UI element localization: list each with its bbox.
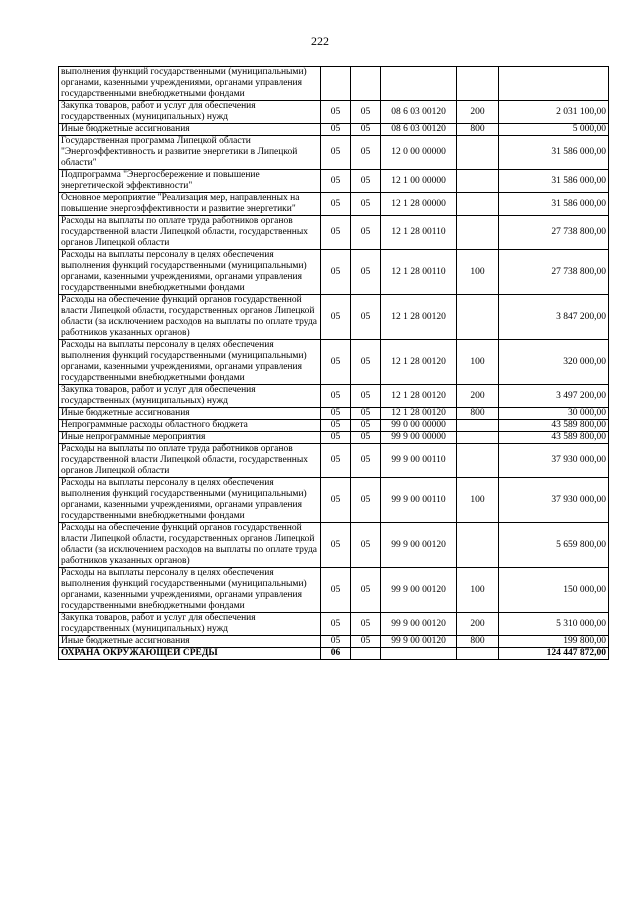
amount-cell: 5 310 000,00 (499, 613, 609, 636)
expense-type-cell (457, 444, 499, 478)
subsection-code-cell: 05 (351, 101, 381, 124)
subsection-code-cell: 05 (351, 250, 381, 295)
target-article-cell: 99 9 00 00120 (381, 568, 457, 613)
section-code-cell (321, 67, 351, 101)
section-code-cell: 05 (321, 385, 351, 408)
expense-type-cell (457, 170, 499, 193)
target-article-cell: 12 1 28 00110 (381, 216, 457, 250)
target-article-cell: 99 9 00 00110 (381, 478, 457, 523)
expense-type-cell: 200 (457, 385, 499, 408)
expense-type-cell: 800 (457, 124, 499, 136)
expense-type-cell (457, 420, 499, 432)
expense-type-cell (457, 216, 499, 250)
amount-cell: 2 031 100,00 (499, 101, 609, 124)
expense-name-cell: Закупка товаров, работ и услуг для обеспечения государственных (муниципальных) нужд (59, 385, 321, 408)
amount-cell: 5 659 800,00 (499, 523, 609, 568)
table-row (59, 216, 609, 250)
amount-cell: 37 930 000,00 (499, 478, 609, 523)
table-row (59, 613, 609, 636)
expense-name-cell: Иные бюджетные ассигнования (59, 636, 321, 648)
expense-name-cell: Иные непрограммные мероприятия (59, 432, 321, 444)
subsection-code-cell: 05 (351, 295, 381, 340)
expense-name-cell: Расходы на выплаты по оплате труда работников органов государственной власти Липецкой области, государственных органов Липецкой области (59, 216, 321, 250)
subsection-code-cell: 05 (351, 444, 381, 478)
section-code-cell: 05 (321, 136, 351, 170)
page-number: 222 (311, 34, 329, 48)
expense-name-cell: Расходы на обеспечение функций органов государственной власти Липецкой области, государственных органов Липецкой области (за исключением расходов на выплаты по оплате труда работников указанных органов) (59, 523, 321, 568)
target-article-cell: 12 1 28 00120 (381, 385, 457, 408)
expense-name-cell: Закупка товаров, работ и услуг для обеспечения государственных (муниципальных) нужд (59, 613, 321, 636)
table-row (59, 295, 609, 340)
subsection-code-cell: 05 (351, 432, 381, 444)
expense-name-cell: ОХРАНА ОКРУЖАЮЩЕЙ СРЕДЫ (59, 648, 321, 660)
subsection-code-cell: 05 (351, 340, 381, 385)
target-article-cell: 12 1 28 00120 (381, 295, 457, 340)
amount-cell: 31 586 000,00 (499, 170, 609, 193)
expense-type-cell: 100 (457, 340, 499, 385)
expense-name-cell: Непрограммные расходы областного бюджета (59, 420, 321, 432)
section-code-cell: 05 (321, 340, 351, 385)
expense-name-cell: Расходы на обеспечение функций органов государственной власти Липецкой области, государственных органов Липецкой области (за исключением расходов на выплаты по оплате труда работников указанных органов) (59, 295, 321, 340)
section-code-cell: 05 (321, 295, 351, 340)
amount-cell: 27 738 800,00 (499, 216, 609, 250)
section-code-cell: 06 (321, 648, 351, 660)
table-row (59, 636, 609, 648)
expense-name-cell: Расходы на выплаты персоналу в целях обеспечения выполнения функций государственными (муниципальными) органами, казенными учреждениями, органами управления государственными внебюджетными фондами (59, 568, 321, 613)
section-code-cell: 05 (321, 170, 351, 193)
expense-type-cell: 200 (457, 101, 499, 124)
amount-cell: 30 000,00 (499, 408, 609, 420)
section-code-cell: 05 (321, 568, 351, 613)
subsection-code-cell: 05 (351, 523, 381, 568)
target-article-cell: 12 1 28 00110 (381, 250, 457, 295)
target-article-cell: 08 6 03 00120 (381, 101, 457, 124)
amount-cell: 43 589 800,00 (499, 432, 609, 444)
target-article-cell: 99 9 00 00110 (381, 444, 457, 478)
subsection-code-cell: 05 (351, 420, 381, 432)
expense-type-cell: 200 (457, 613, 499, 636)
expense-type-cell: 100 (457, 250, 499, 295)
table-row (59, 523, 609, 568)
amount-cell: 5 000,00 (499, 124, 609, 136)
amount-cell: 3 847 200,00 (499, 295, 609, 340)
expense-type-cell (457, 648, 499, 660)
amount-cell: 43 589 800,00 (499, 420, 609, 432)
section-code-cell: 05 (321, 408, 351, 420)
expense-name-cell: Закупка товаров, работ и услуг для обеспечения государственных (муниципальных) нужд (59, 101, 321, 124)
amount-cell: 124 447 872,00 (499, 648, 609, 660)
expense-name-cell: Расходы на выплаты по оплате труда работников органов государственной власти Липецкой области, государственных органов Липецкой области (59, 444, 321, 478)
subsection-code-cell (351, 67, 381, 101)
table-row (59, 385, 609, 408)
expense-type-cell (457, 193, 499, 216)
table-row (59, 408, 609, 420)
budget-table (58, 66, 609, 660)
expense-name-cell: Подпрограмма "Энергосбережение и повышение энергетической эффективности" (59, 170, 321, 193)
table-row (59, 67, 609, 101)
section-code-cell: 05 (321, 613, 351, 636)
target-article-cell: 99 9 00 00120 (381, 613, 457, 636)
amount-cell: 3 497 200,00 (499, 385, 609, 408)
subsection-code-cell: 05 (351, 124, 381, 136)
table-row (59, 340, 609, 385)
target-article-cell: 12 1 28 00120 (381, 340, 457, 385)
amount-cell: 31 586 000,00 (499, 136, 609, 170)
table-row (59, 193, 609, 216)
expense-name-cell: выполнения функций государственными (муниципальными) органами, казенными учреждениями, органами управления государственными внебюджетными фондами (59, 67, 321, 101)
subsection-code-cell: 05 (351, 193, 381, 216)
target-article-cell: 99 0 00 00000 (381, 420, 457, 432)
subsection-code-cell (351, 648, 381, 660)
table-row (59, 568, 609, 613)
subsection-code-cell: 05 (351, 136, 381, 170)
table-row (59, 648, 609, 660)
subsection-code-cell: 05 (351, 478, 381, 523)
expense-type-cell: 800 (457, 408, 499, 420)
subsection-code-cell: 05 (351, 636, 381, 648)
expense-name-cell: Расходы на выплаты персоналу в целях обеспечения выполнения функций государственными (муниципальными) органами, казенными учреждениями, органами управления государственными внебюджетными фондами (59, 478, 321, 523)
table-row (59, 101, 609, 124)
table-row (59, 170, 609, 193)
amount-cell: 199 800,00 (499, 636, 609, 648)
table-row (59, 250, 609, 295)
amount-cell: 27 738 800,00 (499, 250, 609, 295)
expense-type-cell (457, 432, 499, 444)
section-code-cell: 05 (321, 432, 351, 444)
expense-name-cell: Государственная программа Липецкой области "Энергоэффективность и развитие энергетики в Липецкой области" (59, 136, 321, 170)
table-row (59, 432, 609, 444)
expense-name-cell: Расходы на выплаты персоналу в целях обеспечения выполнения функций государственными (муниципальными) органами, казенными учреждениями, органами управления государственными внебюджетными фондами (59, 340, 321, 385)
table-row (59, 444, 609, 478)
section-code-cell: 05 (321, 101, 351, 124)
expense-type-cell: 800 (457, 636, 499, 648)
section-code-cell: 05 (321, 216, 351, 250)
expense-type-cell: 100 (457, 568, 499, 613)
target-article-cell (381, 67, 457, 101)
expense-type-cell (457, 67, 499, 101)
section-code-cell: 05 (321, 444, 351, 478)
section-code-cell: 05 (321, 250, 351, 295)
expense-type-cell (457, 295, 499, 340)
target-article-cell (381, 648, 457, 660)
subsection-code-cell: 05 (351, 216, 381, 250)
target-article-cell: 12 1 00 00000 (381, 170, 457, 193)
subsection-code-cell: 05 (351, 568, 381, 613)
expense-type-cell (457, 136, 499, 170)
target-article-cell: 99 9 00 00120 (381, 523, 457, 568)
target-article-cell: 99 9 00 00000 (381, 432, 457, 444)
target-article-cell: 08 6 03 00120 (381, 124, 457, 136)
target-article-cell: 12 1 28 00120 (381, 408, 457, 420)
target-article-cell: 12 0 00 00000 (381, 136, 457, 170)
expense-name-cell: Расходы на выплаты персоналу в целях обеспечения выполнения функций государственными (муниципальными) органами, казенными учреждениями, органами управления государственными внебюджетными фондами (59, 250, 321, 295)
section-code-cell: 05 (321, 124, 351, 136)
amount-cell: 150 000,00 (499, 568, 609, 613)
section-code-cell: 05 (321, 523, 351, 568)
table-row (59, 124, 609, 136)
section-code-cell: 05 (321, 193, 351, 216)
amount-cell: 320 000,00 (499, 340, 609, 385)
expense-name-cell: Иные бюджетные ассигнования (59, 124, 321, 136)
table-row (59, 478, 609, 523)
amount-cell: 31 586 000,00 (499, 193, 609, 216)
subsection-code-cell: 05 (351, 385, 381, 408)
section-code-cell: 05 (321, 420, 351, 432)
budget-table-body (59, 67, 609, 660)
expense-name-cell: Основное мероприятие "Реализация мер, направленных на повышение энергоэффективности и развитие энергетики" (59, 193, 321, 216)
section-code-cell: 05 (321, 478, 351, 523)
amount-cell (499, 67, 609, 101)
subsection-code-cell: 05 (351, 408, 381, 420)
expense-type-cell (457, 523, 499, 568)
table-row (59, 420, 609, 432)
target-article-cell: 12 1 28 00000 (381, 193, 457, 216)
target-article-cell: 99 9 00 00120 (381, 636, 457, 648)
subsection-code-cell: 05 (351, 613, 381, 636)
amount-cell: 37 930 000,00 (499, 444, 609, 478)
subsection-code-cell: 05 (351, 170, 381, 193)
section-code-cell: 05 (321, 636, 351, 648)
expense-type-cell: 100 (457, 478, 499, 523)
expense-name-cell: Иные бюджетные ассигнования (59, 408, 321, 420)
table-row (59, 136, 609, 170)
